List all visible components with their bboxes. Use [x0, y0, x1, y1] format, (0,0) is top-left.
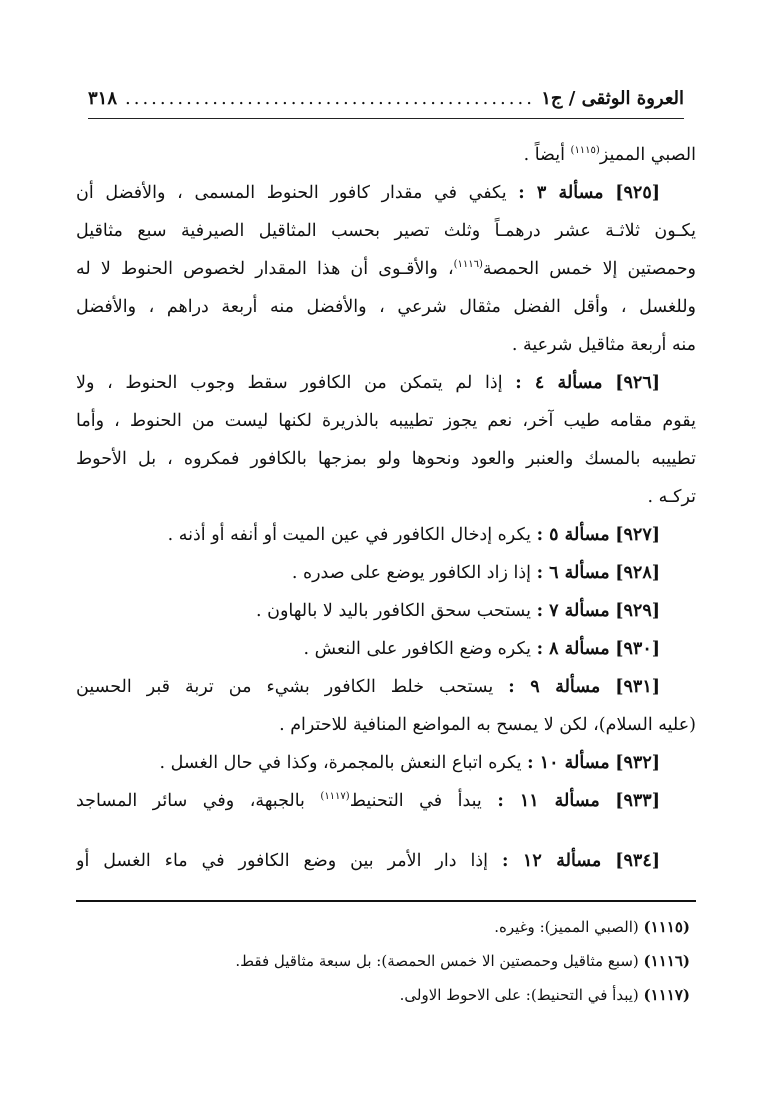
issue-label: مسألة ١٠ : — [527, 753, 610, 773]
footnote-number: (١١١٧) — [643, 986, 690, 1004]
issue-line: [٩٣١] مسألة ٩ : يستحب خلط الكافور بشيء من تربة قبر الحسين — [76, 677, 660, 697]
footnote-number: (١١١٦) — [643, 952, 690, 970]
issue-line: [٩٣٠] مسألة ٨ : يكره وضع الكافور على النعش . — [303, 639, 660, 659]
text-line: (عليه السلام)، لكن لا يمسح به المواضع المنافية للاحترام . — [279, 715, 696, 735]
paragraph-gap — [76, 820, 696, 842]
text-line: وللغسل ، وأقل الفضل مثقال شرعي ، والأفضل منه أربعة دراهم ، والأفضل — [76, 297, 696, 317]
book-title: العروة الوثقى / ج١ — [541, 88, 684, 109]
footnote-rule — [76, 900, 696, 902]
issue-number: [٩٣٤] — [615, 851, 660, 871]
issue-label: مسألة ٤ : — [515, 373, 603, 393]
issue-number: [٩٣٢] — [615, 753, 660, 773]
issue-line: [٩٢٧] مسألة ٥ : يكره إدخال الكافور في عين الميت أو أنفه أو أذنه . — [167, 525, 660, 545]
footnote-ref[interactable]: (١١١٦) — [453, 259, 483, 271]
issue-line: [٩٣٤] مسألة ١٢ : إذا دار الأمر بين وضع الكافور في ماء الغسل أو — [76, 851, 660, 871]
body-text — [76, 136, 696, 880]
issue-line: [٩٢٩] مسألة ٧ : يستحب سحق الكافور باليد لا بالهاون . — [255, 601, 660, 621]
text-line: وحمصتين إلا خمس الحمصة$^{(١١١٦)}$، والأقـوى أن هذا المقدار لخصوص الحنوط لا له — [76, 259, 696, 279]
issue-label: مسألة ١٢ : — [501, 851, 602, 871]
footnotes — [76, 910, 696, 1012]
text-line: يكـون ثلاثـة عشر درهمـاً وثلث تصير بحسب المثاقيل الصيرفية سبع مثاقيل — [76, 221, 696, 241]
issue-label: مسألة ٦ : — [536, 563, 610, 583]
footnote-ref[interactable]: (١١١٧) — [320, 791, 350, 803]
footnote-item: (١١١٥) (الصبي المميز): وغيره. — [494, 918, 690, 936]
issue-label: مسألة ٣ : — [518, 183, 604, 203]
issue-number: [٩٣٠] — [615, 639, 660, 659]
issue-line: [٩٢٦] مسألة ٤ : إذا لم يتمكن من الكافور سقط وجوب الحنوط ، ولا — [76, 373, 661, 393]
issue-number: [٩٢٨] — [615, 563, 660, 583]
issue-line: [٩٢٨] مسألة ٦ : إذا زاد الكافور يوضع على صدره . — [291, 563, 660, 583]
issue-number: [٩٢٥] — [615, 183, 660, 203]
header-leader-dots — [125, 88, 533, 109]
issue-line: [٩٣٣] مسألة ١١ : يبدأ في التحنيط$^{(١١١٧)}$ بالجبهة، وفي سائر المساجد — [76, 791, 660, 811]
text-line: تطييبه بالمسك والعنبر والعود ونحوها ولو بمزجها بالكافور فمكروه ، بل الأحوط — [76, 449, 696, 469]
text-line: تركـه . — [647, 487, 696, 507]
text-line: يقوم مقامه طيب آخر، نعم يجوز تطييبه بالذريرة لكنها ليست من الحنوط ، وأما — [76, 411, 696, 431]
issue-number: [٩٢٩] — [615, 601, 660, 621]
footnote-number: (١١١٥) — [643, 918, 690, 936]
issue-number: [٩٣٣] — [615, 791, 660, 811]
issue-label: مسألة ٥ : — [536, 525, 610, 545]
issue-number: [٩٢٧] — [615, 525, 660, 545]
header-rule — [88, 118, 684, 119]
issue-line: [٩٣٢] مسألة ١٠ : يكره اتباع النعش بالمجمرة، وكذا في حال الغسل . — [159, 753, 660, 773]
text-line: منه أربعة مثاقيل شرعية . — [511, 335, 696, 355]
footnote-item: (١١١٦) (سبع مثاقيل وحمصتين الا خمس الحمصة): بل سبعة مثاقيل فقط. — [235, 952, 690, 970]
footnote-item: (١١١٧) (يبدأ في التحنيط): على الاحوط الاولى. — [399, 986, 690, 1004]
issue-label: مسألة ٩ : — [508, 677, 601, 697]
issue-number: [٩٢٦] — [615, 373, 661, 393]
running-header — [88, 88, 684, 118]
footnote-ref[interactable]: (١١١٥) — [570, 145, 600, 157]
issue-label: مسألة ١١ : — [497, 791, 600, 811]
issue-label: مسألة ٨ : — [536, 639, 610, 659]
text-line: الصبي المميز$^{(١١١٥)}$ أيضاً . — [523, 145, 696, 165]
issue-label: مسألة ٧ : — [536, 601, 610, 621]
page-number: ٣١٨ — [88, 88, 118, 109]
issue-line: [٩٢٥] مسألة ٣ : يكفي في مقدار كافور الحنوط المسمى ، والأفضل أن — [76, 183, 660, 203]
issue-number: [٩٣١] — [615, 677, 660, 697]
